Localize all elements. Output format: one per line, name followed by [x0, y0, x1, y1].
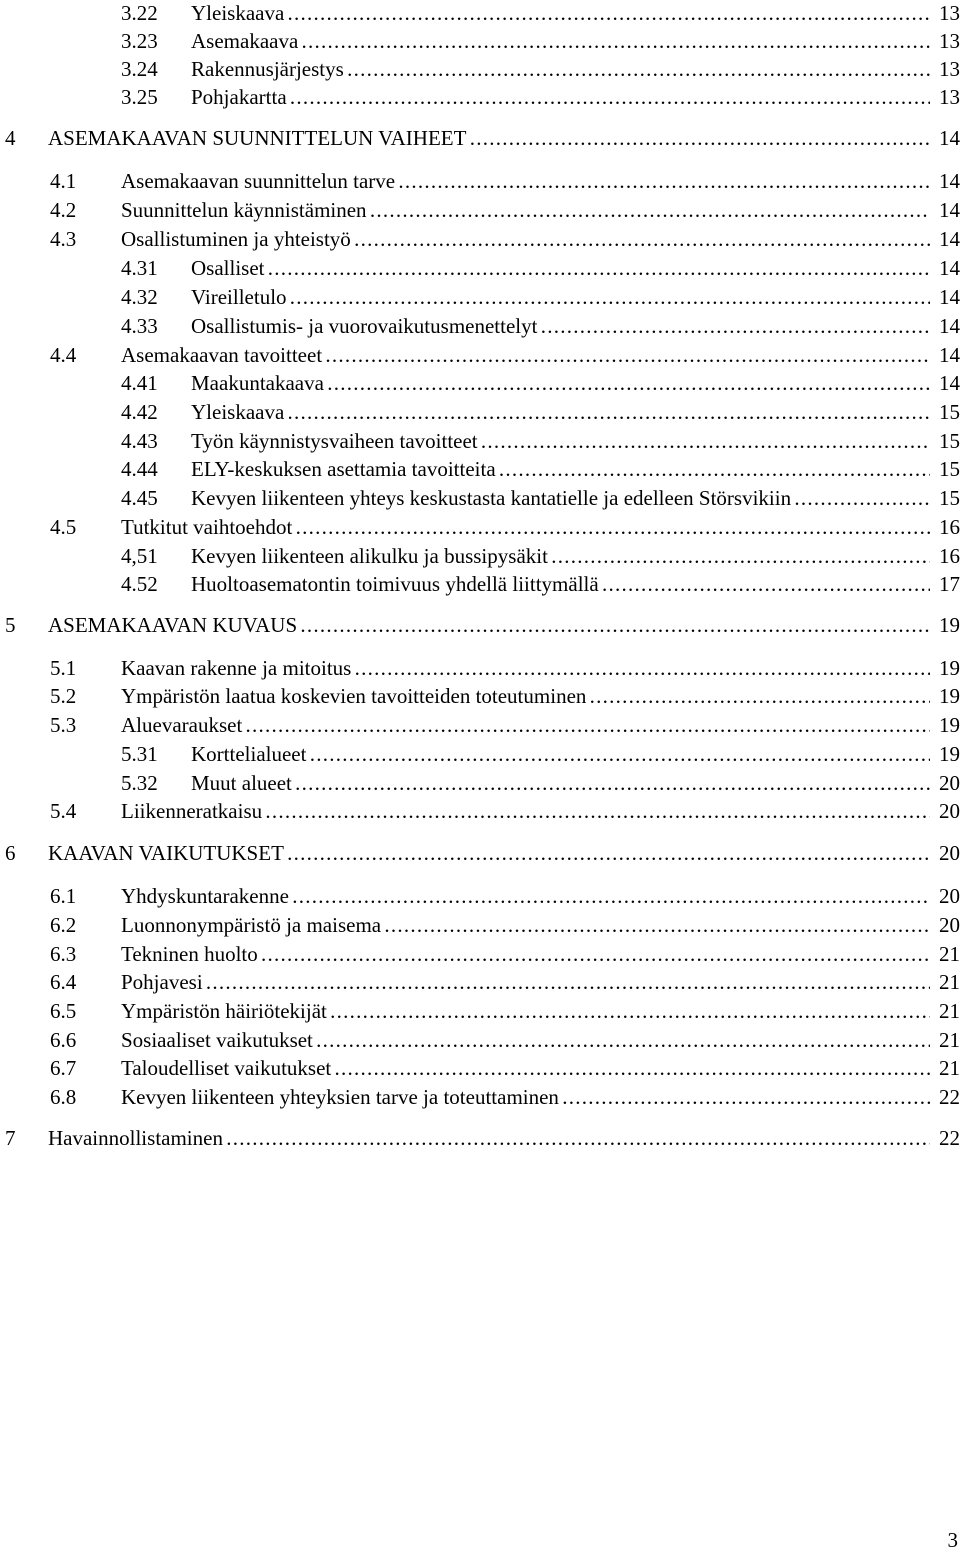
- toc-entry-number: 4,51: [121, 544, 158, 568]
- toc-entry-page: 13: [939, 29, 960, 53]
- toc-entry-number: 3.22: [121, 1, 158, 25]
- toc-entry-page: 20: [939, 841, 960, 865]
- toc-entry-page: 22: [939, 1126, 960, 1150]
- toc-entry[interactable]: [0, 883, 960, 909]
- toc-entry-title-leader: [121, 883, 930, 909]
- toc-entry-number: 4.44: [121, 457, 158, 481]
- toc-entry-page: 17: [939, 572, 960, 596]
- toc-entry[interactable]: [0, 941, 960, 967]
- toc-entry-title: Pohjavesi: [121, 970, 203, 994]
- toc-entry-number: 3.25: [121, 85, 158, 109]
- toc-entry-number: 6.2: [50, 913, 77, 937]
- toc-entry[interactable]: [0, 741, 960, 767]
- toc-entry-title: Osallistumis- ja vuorovaikutusmenettelyt: [191, 314, 538, 338]
- toc-entry-title-leader: [121, 168, 930, 194]
- toc-entry-title-leader: [191, 255, 930, 281]
- toc-entry[interactable]: [0, 313, 960, 339]
- toc-entry-number: 5.3: [50, 713, 77, 737]
- toc-entry-number: 4.42: [121, 400, 158, 424]
- toc-entry-page: 14: [939, 285, 960, 309]
- toc-entry-number: 4.4: [50, 343, 77, 367]
- toc-entry-page: 14: [939, 169, 960, 193]
- toc-entry-title-leader: [48, 125, 930, 151]
- toc-entry-number: 6.3: [50, 942, 77, 966]
- toc-entry-number: 4.52: [121, 572, 158, 596]
- toc-entry-title-leader: [121, 969, 930, 995]
- toc-entry-page: 13: [939, 1, 960, 25]
- toc-entry-title-leader: [48, 840, 930, 866]
- toc-entry-page: 14: [939, 198, 960, 222]
- toc-entry[interactable]: [0, 370, 960, 396]
- toc-entry-title: Asemakaavan tavoitteet: [121, 343, 323, 367]
- toc-entry-title-leader: [191, 456, 930, 482]
- toc-entry-title: Osalliset: [191, 256, 265, 280]
- toc-entry[interactable]: [0, 998, 960, 1024]
- toc-entry[interactable]: [0, 1027, 960, 1053]
- toc-entry-title: Rakennusjärjestys: [191, 57, 344, 81]
- toc-entry-title: KAAVAN VAIKUTUKSET: [48, 841, 284, 865]
- toc-entry-title-leader: [121, 912, 930, 938]
- toc-entry[interactable]: [0, 485, 960, 511]
- toc-entry-page: 20: [939, 771, 960, 795]
- toc-entry-page: 20: [939, 913, 960, 937]
- toc-entry-page: 13: [939, 85, 960, 109]
- toc-entry-number: 5.32: [121, 771, 158, 795]
- toc-entry-page: 22: [939, 1085, 960, 1109]
- toc-entry-title: Kevyen liikenteen yhteys keskustasta kantatielle ja edelleen Störsvikiin: [191, 486, 792, 510]
- toc-entry[interactable]: [0, 168, 960, 194]
- toc-entry-title-leader: [121, 941, 930, 967]
- toc-entry-title: Huoltoasematontin toimivuus yhdellä liittymällä: [191, 572, 599, 596]
- toc-entry-page: 21: [939, 1028, 960, 1052]
- toc-entry-number: 4.31: [121, 256, 158, 280]
- toc-entry-title-leader: [191, 313, 930, 339]
- toc-entry-page: 19: [939, 684, 960, 708]
- toc-entry-title-leader: [121, 342, 930, 368]
- toc-entry-page: 20: [939, 799, 960, 823]
- toc-entry-title: Korttelialueet: [191, 742, 307, 766]
- toc-entry-number: 5.31: [121, 742, 158, 766]
- toc-entry-number: 5.4: [50, 799, 77, 823]
- page-number: 3: [947, 1528, 958, 1552]
- toc-entry-page: 15: [939, 429, 960, 453]
- toc-entry[interactable]: [0, 798, 960, 824]
- toc-entry[interactable]: [0, 456, 960, 482]
- toc-entry-page: 15: [939, 457, 960, 481]
- toc-entry[interactable]: [0, 1055, 960, 1081]
- toc-entry-title: Pohjakartta: [191, 85, 287, 109]
- toc-entry[interactable]: [0, 399, 960, 425]
- toc-entry-title-leader: [191, 0, 930, 26]
- toc-entry-title: Suunnittelun käynnistäminen: [121, 198, 367, 222]
- toc-entry-title: Luonnonympäristö ja maisema: [121, 913, 382, 937]
- toc-entry-page: 14: [939, 371, 960, 395]
- toc-entry-number: 3.23: [121, 29, 158, 53]
- toc-entry-title-leader: [191, 56, 930, 82]
- toc-entry-title-leader: [121, 514, 930, 540]
- toc-entry-title: Asemakaava: [191, 29, 299, 53]
- toc-entry-page: 16: [939, 515, 960, 539]
- toc-entry[interactable]: [0, 840, 960, 866]
- toc-entry-number: 4.33: [121, 314, 158, 338]
- toc-entry-title: Työn käynnistysvaiheen tavoitteet: [191, 429, 478, 453]
- toc-entry[interactable]: [0, 125, 960, 151]
- toc-entry-title: Osallistuminen ja yhteistyö: [121, 227, 351, 251]
- toc-entry-page: 14: [939, 126, 960, 150]
- toc-entry-page: 19: [939, 613, 960, 637]
- toc-entry[interactable]: [0, 912, 960, 938]
- toc-entry[interactable]: [0, 655, 960, 681]
- toc-entry-page: 20: [939, 884, 960, 908]
- toc-entry[interactable]: [0, 56, 960, 82]
- toc-entry-number: 6.5: [50, 999, 77, 1023]
- toc-entry-page: 14: [939, 314, 960, 338]
- toc-entry-page: 19: [939, 656, 960, 680]
- toc-entry-number: 5.2: [50, 684, 77, 708]
- toc-entry[interactable]: [0, 284, 960, 310]
- toc-entry-title: Yleiskaava: [191, 1, 285, 25]
- toc-entry-title-leader: [121, 1027, 930, 1053]
- toc-entry-title-leader: [48, 1125, 930, 1151]
- toc-entry-title-leader: [121, 798, 930, 824]
- toc-entry-title-leader: [191, 543, 930, 569]
- toc-entry-title-leader: [191, 770, 930, 796]
- toc-entry[interactable]: [0, 1125, 960, 1151]
- toc-entry-title: ASEMAKAAVAN SUUNNITTELUN VAIHEET: [48, 126, 467, 150]
- toc-entry-page: 21: [939, 999, 960, 1023]
- toc-entry-number: 4: [5, 126, 16, 150]
- toc-entry-title-leader: [121, 197, 930, 223]
- toc-entry-number: 4.1: [50, 169, 77, 193]
- toc-entry-title-leader: [191, 485, 930, 511]
- toc-entry-title: ASEMAKAAVAN KUVAUS: [48, 613, 298, 637]
- toc-entry[interactable]: [0, 428, 960, 454]
- toc-entry-title: Kaavan rakenne ja mitoitus: [121, 656, 352, 680]
- toc-entry-title: Tutkitut vaihtoehdot: [121, 515, 293, 539]
- toc-entry-page: 14: [939, 343, 960, 367]
- toc-entry-number: 6.7: [50, 1056, 77, 1080]
- toc-entry-title: Kevyen liikenteen alikulku ja bussipysäkit: [191, 544, 548, 568]
- toc-entry-title-leader: [121, 683, 930, 709]
- toc-entry-number: 4.2: [50, 198, 77, 222]
- toc-entry-number: 4.41: [121, 371, 158, 395]
- toc-entry-title-leader: [191, 399, 930, 425]
- toc-entry-title-leader: [191, 84, 930, 110]
- toc-entry-title-leader: [191, 370, 930, 396]
- toc-entry-title-leader: [191, 284, 930, 310]
- toc-entry-title-leader: [121, 712, 930, 738]
- toc-entry-number: 6.1: [50, 884, 77, 908]
- toc-entry-number: 5.1: [50, 656, 77, 680]
- toc-entry-title: Havainnollistaminen: [48, 1126, 223, 1150]
- toc-entry-title-leader: [191, 28, 930, 54]
- toc-entry-title: Asemakaavan suunnittelun tarve: [121, 169, 396, 193]
- toc-entry-page: 14: [939, 227, 960, 251]
- toc-entry[interactable]: [0, 342, 960, 368]
- toc-entry[interactable]: [0, 612, 960, 638]
- toc-entry-number: 4.45: [121, 486, 158, 510]
- toc-entry-title: Maakuntakaava: [191, 371, 324, 395]
- toc-entry-number: 4.5: [50, 515, 77, 539]
- toc-entry-number: 4.43: [121, 429, 158, 453]
- toc-entry-title-leader: [191, 741, 930, 767]
- toc-entry-page: 21: [939, 970, 960, 994]
- toc-entry-title-leader: [121, 1084, 930, 1110]
- toc-entry-number: 6.4: [50, 970, 77, 994]
- toc-entry-title-leader: [121, 1055, 930, 1081]
- toc-entry[interactable]: [0, 255, 960, 281]
- toc-entry-page: 15: [939, 486, 960, 510]
- toc-entry[interactable]: [0, 1084, 960, 1110]
- toc-entry-title-leader: [48, 612, 930, 638]
- toc-entry[interactable]: [0, 0, 960, 26]
- toc-entry-title: Sosiaaliset vaikutukset: [121, 1028, 313, 1052]
- toc-entry-number: 6.6: [50, 1028, 77, 1052]
- toc-entry-title-leader: [121, 226, 930, 252]
- toc-entry-title: Vireilletulo: [191, 285, 287, 309]
- toc-entry-title: ELY-keskuksen asettamia tavoitteita: [191, 457, 496, 481]
- toc-entry-title: Yleiskaava: [191, 400, 285, 424]
- toc-entry[interactable]: [0, 28, 960, 54]
- toc-entry-title: Taloudelliset vaikutukset: [121, 1056, 332, 1080]
- toc-entry-title: Tekninen huolto: [121, 942, 258, 966]
- toc-entry-title: Muut alueet: [191, 771, 292, 795]
- toc-entry-page: 19: [939, 742, 960, 766]
- toc-entry-title: Ympäristön laatua koskevien tavoitteiden toteutuminen: [121, 684, 587, 708]
- toc-entry[interactable]: [0, 770, 960, 796]
- toc-entry-number: 6.8: [50, 1085, 77, 1109]
- toc-entry[interactable]: [0, 543, 960, 569]
- toc-entry-title: Ympäristön häiriötekijät: [121, 999, 327, 1023]
- toc-entry-page: 19: [939, 713, 960, 737]
- toc-entry-number: 7: [5, 1126, 16, 1150]
- toc-entry-title: Yhdyskuntarakenne: [121, 884, 289, 908]
- toc-entry-page: 14: [939, 256, 960, 280]
- toc-entry[interactable]: [0, 683, 960, 709]
- toc-entry[interactable]: [0, 712, 960, 738]
- toc-entry[interactable]: [0, 571, 960, 597]
- toc-entry-page: 15: [939, 400, 960, 424]
- toc-entry[interactable]: [0, 969, 960, 995]
- toc-entry-title-leader: [121, 998, 930, 1024]
- toc-entry-title-leader: [191, 428, 930, 454]
- toc-entry[interactable]: [0, 84, 960, 110]
- toc-entry-page: 16: [939, 544, 960, 568]
- toc-entry-title-leader: [121, 655, 930, 681]
- toc-entry-number: 4.32: [121, 285, 158, 309]
- toc-entry-title: Aluevaraukset: [121, 713, 243, 737]
- toc-entry-title-leader: [191, 571, 930, 597]
- toc-entry-number: 5: [5, 613, 16, 637]
- toc-entry-number: 6: [5, 841, 16, 865]
- toc-entry-number: 3.24: [121, 57, 158, 81]
- toc-entry[interactable]: [0, 514, 960, 540]
- toc-entry-page: 21: [939, 942, 960, 966]
- toc-entry-page: 13: [939, 57, 960, 81]
- toc-entry-number: 4.3: [50, 227, 77, 251]
- toc-entry-title: Liikenneratkaisu: [121, 799, 263, 823]
- toc-entry[interactable]: [0, 226, 960, 252]
- toc-entry[interactable]: [0, 197, 960, 223]
- toc-entry-title: Kevyen liikenteen yhteyksien tarve ja toteuttaminen: [121, 1085, 559, 1109]
- toc-entry-page: 21: [939, 1056, 960, 1080]
